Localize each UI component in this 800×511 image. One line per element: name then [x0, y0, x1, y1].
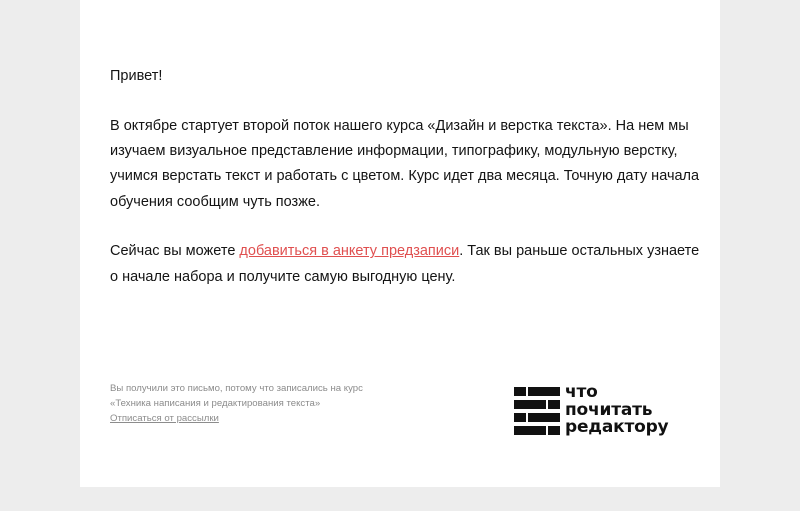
email-body	[110, 64, 700, 315]
unsubscribe-link[interactable]: Отписаться от рассылки	[110, 413, 219, 424]
logo-line2: почитать	[565, 399, 653, 420]
logo[interactable]	[514, 382, 704, 438]
email-card	[80, 0, 720, 487]
paragraph-preregistration	[110, 239, 700, 290]
preregistration-link[interactable]: добавиться в анкету предзаписи	[239, 243, 460, 260]
footer-reason-line2: «Техника написания и редактирования текста»	[110, 398, 321, 409]
logo-wordmark	[565, 384, 668, 437]
footer-note	[110, 381, 410, 426]
footer-reason-line1: Вы получили это письмо, потому что записались на курс	[110, 383, 363, 394]
stacked-bars-logo-icon	[514, 387, 560, 435]
logo-line1: что	[565, 382, 598, 402]
paragraph-preregistration-lead: Сейчас вы можете	[110, 243, 240, 260]
greeting: Привет!	[110, 68, 163, 84]
paragraph-preregistration-tail: . Так вы раньше остальных узнаете о начале набора и получите самую выгодную цену.	[110, 243, 700, 285]
paragraph-announcement: В октябре стартует второй поток нашего курса «Дизайн и верстка текста». На нем мы изучаем визуальное представление информации, типографику, модульную верстку, учимся верстать текст и работать с цветом. Курс идет два месяца. Точную дату начала обучения сообщим чуть позже.	[110, 117, 700, 210]
logo-line3: редактору	[565, 417, 669, 437]
